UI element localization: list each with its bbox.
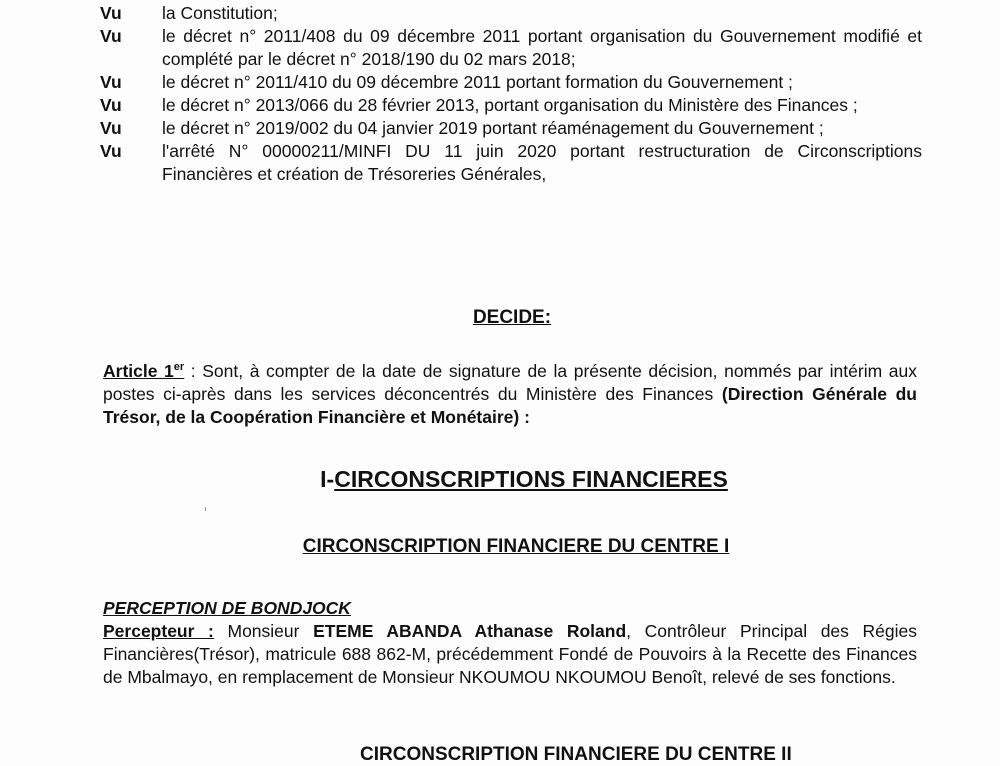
article-label: Article 1er xyxy=(103,361,185,381)
subsection-title: CIRCONSCRIPTION FINANCIERE DU CENTRE I xyxy=(302,536,730,557)
article-text: : Sont, à compter de la date de signature de la présente décision, nommés par intérim aux postes ci-après dans les services déconcentrés du Ministère des Finances xyxy=(103,361,917,404)
section-title: I-CIRCONSCRIPTIONS FINANCIERES xyxy=(320,466,728,492)
visa-text: le décret n° 2013/066 du 28 février 2013, portant organisation du Ministère des Finances ; xyxy=(162,95,858,115)
visa-label: Vu xyxy=(100,26,122,46)
visa-label: Vu xyxy=(100,118,122,138)
appointment-details: , Contrôleur Principal des Régies Financières(Trésor), matricule 688 862-M, précédemment Fondé de Pouvoirs à la Recette des Finances de Mbalmayo, en remplacement de Monsieur NKOUMOU NKOUMOU Benoît, relevé de ses fonctions. xyxy=(103,621,917,687)
visa-list xyxy=(100,2,922,186)
next-heading-partial: CIRCONSCRIPTION FINANCIERE DU CENTRE II xyxy=(360,744,792,765)
appointee-name: ETEME ABANDA Athanase Roland xyxy=(313,621,627,641)
decide-heading: DECIDE: xyxy=(472,307,552,328)
visa-text: le décret n° 2011/408 du 09 décembre 2011 portant organisation du Gouvernement modifié et complété par le décret n° 2018/190 du 02 mars 2018; xyxy=(162,26,922,69)
visa-label: Vu xyxy=(100,141,122,161)
visa-text: le décret n° 2011/410 du 09 décembre 2011 portant formation du Gouvernement ; xyxy=(162,72,793,92)
article-bold-text: (Direction Générale du Trésor, de la Coopération Financière et Monétaire) : xyxy=(103,384,917,427)
visa-text: la Constitution; xyxy=(162,3,278,23)
visa-item xyxy=(100,117,922,140)
visa-label: Vu xyxy=(100,3,122,23)
visa-item xyxy=(100,2,922,25)
office-title: PERCEPTION DE BONDJOCK xyxy=(103,598,351,618)
visa-item xyxy=(100,25,922,71)
visa-item xyxy=(100,94,922,117)
visa-item xyxy=(100,140,922,186)
visa-label: Vu xyxy=(100,95,122,115)
visa-item xyxy=(100,71,922,94)
visa-label: Vu xyxy=(100,72,122,92)
appointment-entry: Percepteur : Monsieur ETEME ABANDA Athanase Roland, Contrôleur Principal des Régies Financières(Trésor), matricule 688 862-M, précédemment Fondé de Pouvoirs à la Recette des Finances de Mbalmayo, en remplacement de Monsieur NKOUMOU NKOUMOU Benoît, relevé de ses fonctions. xyxy=(103,621,917,687)
visa-text: l'arrêté N° 00000211/MINFI DU 11 juin 2020 portant restructuration de Circonscriptions Financières et création de Trésoreries Générales, xyxy=(162,141,922,184)
role-label: Percepteur : xyxy=(103,621,214,641)
scan-speck xyxy=(205,507,206,511)
visa-text: le décret n° 2019/002 du 04 janvier 2019 portant réaménagement du Gouvernement ; xyxy=(162,118,824,138)
article-1 xyxy=(103,360,917,429)
